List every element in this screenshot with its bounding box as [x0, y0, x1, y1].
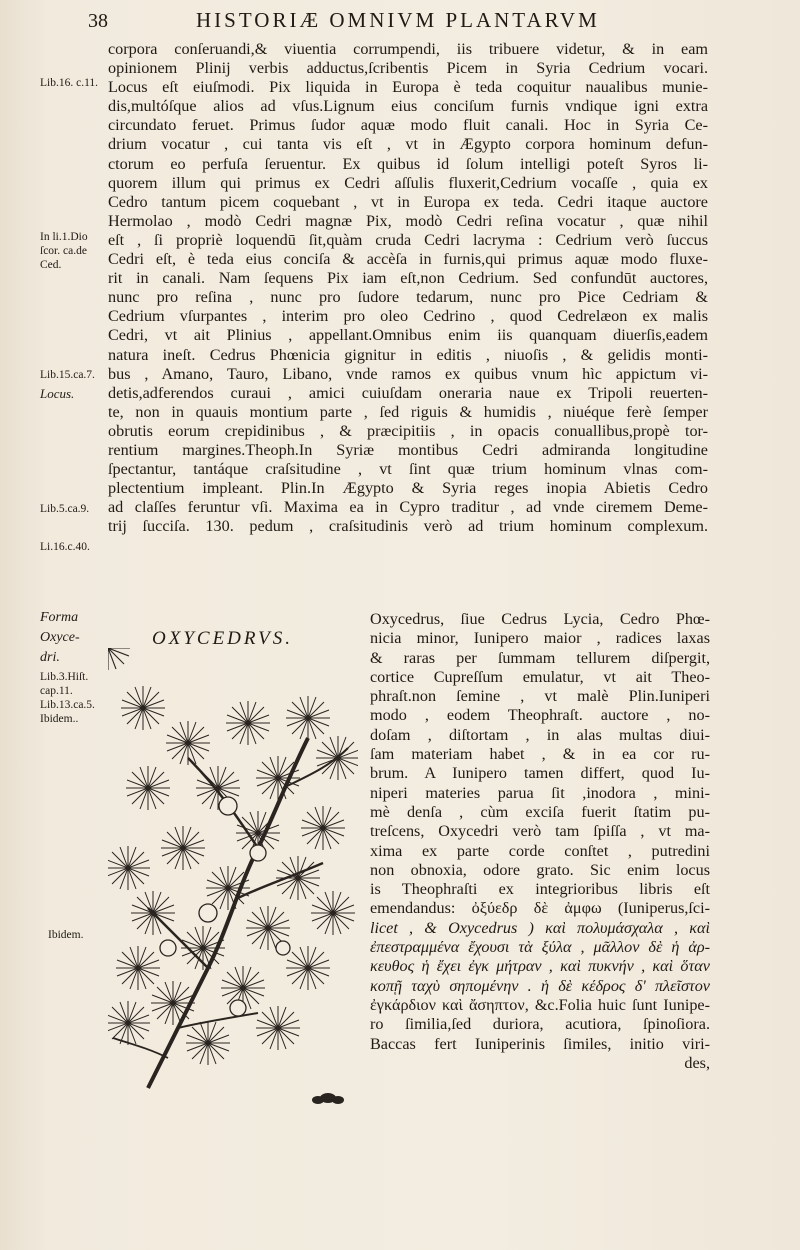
margin-note: Locus.	[40, 386, 75, 401]
page-number: 38	[88, 10, 108, 32]
text-line: doſam , diſtortam , in alas multas diui-	[370, 725, 710, 744]
margin-note: Lib.16. c.11.	[40, 77, 99, 89]
text-line: circundato feruet. Primus ſudor aquæ modo fluit canali. Hoc in Syria Ce-	[108, 116, 708, 135]
text-line: ἐπεστραμμένα ἔχουσι τὰ ξύλα , μᾶλλον δὲ ἡ ἀρ-	[370, 938, 710, 957]
main-text-block	[108, 40, 708, 536]
text-line: trij ſucciſa. 130. pedum , craſsitudinis verò ad trium hominum complexum.	[108, 517, 708, 536]
text-line: licet , & Oxycedrus ) καὶ πολυμάσχαλα , καὶ	[370, 918, 710, 937]
text-line: te, non in quauis montium parte , ſed riguis & humidis , niuéque ferè ſemper	[108, 402, 708, 421]
text-line: Baccas fert Iuniperinis ſimiles, initio viri-	[370, 1034, 710, 1053]
plant-illustration-icon	[108, 648, 358, 1108]
text-line: non obnoxia, odore grato. Sic enim locus	[370, 860, 710, 879]
text-line: phraſt.non ſemine , vt malè Plin.Iuniperi	[370, 687, 710, 706]
text-line: ſam materiam habet , & in ea cor ru-	[370, 745, 710, 764]
text-line: nunc pro reſina , nunc pro ſudore tedarum, nunc pro Pice Cedriam &	[108, 288, 708, 307]
text-line: rit in canali. Nam ſequens Pix iam eſt,non Cedrium. Sed confundūt auctores,	[108, 269, 708, 288]
margin-note: Lib.5.ca.9.	[40, 503, 90, 515]
text-line: emendandus: ὀξύεδρ δὲ ἀμφω (Iuniperus,ſci-	[370, 899, 710, 918]
text-line: xima ex parte corde conſtet , putredini	[370, 841, 710, 860]
text-line: κοπῇ ταχὺ σηπομένην . ἡ δὲ κέδρος δ' πλεῖστον	[370, 976, 710, 995]
oxycedrus-woodcut	[108, 648, 358, 1108]
text-line: des,	[684, 1053, 710, 1072]
margin-note: Ibidem.	[48, 929, 84, 941]
text-line: ἐγκάρδιον καὶ ἄσηπτον, &c.Folia huic ſunt Iunipe-	[370, 995, 710, 1014]
text-line: cortice Cupreſſum emulatur, vt ait Theo-	[370, 667, 710, 686]
text-line: natura ineſt. Cedrus Phœnicia gignitur in editis , niuoſis , & gelidis monti-	[108, 345, 708, 364]
text-line: ro ſimilia,ſed duriora, acutiora, ſpinoſiora.	[370, 1015, 710, 1034]
text-line: brum. A Iunipero tamen differt, quod Iu-	[370, 764, 710, 783]
text-line: mè denſa , cùm exciſa fuerit ſtatim pu-	[370, 802, 710, 821]
text-line: corpora conſeruandi,& viuentia corrumpendi, iis tribuere videtur, & in eam	[108, 40, 708, 58]
text-line: opinionem Plinij verbis adductus,ſcribentis Picem in Syria Cedrium vocari.	[108, 59, 708, 78]
text-line: nicia minor, Iunipero maior , radices laxas	[370, 629, 710, 648]
text-line: detis,adferendos curaui , amici cuiuſdam oneraria naue ex Tripoli reuerten-	[108, 383, 708, 402]
text-line: quorem illum qui primus ex Cedri aſſulis fluxerit,Cedrium vocaſſe , quia ex	[108, 173, 708, 192]
page-header	[88, 8, 728, 38]
running-head: HISTORIÆ OMNIVM PLANTARVM	[196, 8, 600, 32]
text-line: eſt , ſi propriè loquendū ſit,quàm cruda Cedri lacryma : Cedrium verò ſuccus	[108, 230, 708, 249]
text-line: bus , Amano, Tauro, Libano, vnde ramos ex quibus vnum hìc appictum vi-	[108, 364, 708, 383]
text-line: plectentium impleant. Plin.In Ægypto & Syria reges inopia Abietis Cedro	[108, 479, 708, 498]
margin-note: Forma Oxyce- dri.	[40, 610, 80, 665]
text-line: Cedri, vt ait Plinius , appellant.Omnibus enim iis quanquam diuerſis,eadem	[108, 326, 708, 345]
text-line: Cedri eſt, è teda eius conciſa & accèſa in furnis,qui primus aquæ modo fluxe-	[108, 250, 708, 269]
margin-note: Lib.15.ca.7.	[40, 369, 95, 381]
text-line: ctorum eo perfuſa ſeruentur. Ex quibus id ſolum intelligi poteſt Syros li-	[108, 154, 708, 173]
text-line: drium vocatur , cui tanta vis eſt , vt in Ægypto corpora hominum defun-	[108, 135, 708, 154]
text-line: ad claſſes feruntur vſi. Maxima ea in Cypro traditur , ad vnde ciremem Deme-	[108, 498, 708, 517]
right-column-text	[370, 610, 710, 1073]
text-line: Oxycedrus, ſiue Cedrus Lycia, Cedro Phœ-	[370, 610, 710, 628]
text-line: rentium margines.Theoph.In Syriæ montibus Cedri admiranda longitudine	[108, 440, 708, 459]
margin-note: Lib.3.Hiſt. cap.11. Lib.13.ca.5. Ibidem..	[40, 671, 95, 725]
text-line: & raras per ſummam tellurem diſpergit,	[370, 648, 710, 667]
text-line: niperi materies parua ſit ,inodora , mini-	[370, 783, 710, 802]
text-line: treſcens, Oxycedri verò tam ſpiſſa , vt ma-	[370, 822, 710, 841]
text-line: is Theophraſti ex integrioribus libris eſt	[370, 880, 710, 899]
margin-note: In li.1.Dio ſcor. ca.de Ced.	[40, 231, 88, 271]
text-line: κευθος ἡ ἔχει ἐγκ μήτραν , καὶ πυκνήν , καὶ ὅταν	[370, 957, 710, 976]
text-line: Cedrium vſurpantes , interim pro oleo Cedrino , quod Cedrelæon ex malis	[108, 307, 708, 326]
margin-note: Li.16.c.40.	[40, 541, 90, 553]
text-line: Hermolao , modò Cedri magnæ Pix, modò Cedri reſina vocatur , quæ nihil	[108, 211, 708, 230]
text-line: modo , eodem Theophraſt. auctore , no-	[370, 706, 710, 725]
text-line: Cedro tantum picem coquebant , vt in Europa ex teda. Cedri itaque auctore	[108, 192, 708, 211]
text-line: obrutis eorum crepidinibus , & præcipitiis , in opacis conuallibus,propè tor-	[108, 421, 708, 440]
text-line: ſpectantur, tantáque craſsitudine , vt ſint quæ trium hominum vlnas com-	[108, 460, 708, 479]
text-line: Locus eſt eiuſmodi. Pix liquida in Europa è teda coquitur naualibus munie-	[108, 78, 708, 97]
figure-title: OXYCEDRVS.	[152, 628, 294, 649]
text-line: dis,multóſque alios ad vſus.Lignum eius conciſum furnis vndique igni extra	[108, 97, 708, 116]
